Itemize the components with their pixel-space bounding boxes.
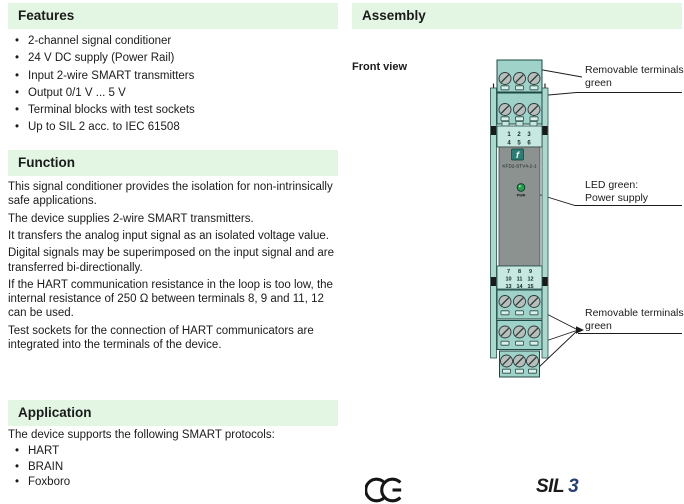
paragraph: It transfers the analog input signal as an isolated voltage value.	[8, 229, 329, 242]
brand-logo-icon	[512, 149, 524, 160]
callout-top-terminals	[585, 64, 684, 90]
callout-led	[585, 179, 684, 205]
callout-line: LED green:	[585, 179, 639, 191]
callout-bottom-terminals	[585, 307, 684, 333]
device-diagram	[352, 40, 684, 420]
list-item: • Terminal blocks with test sockets	[8, 102, 338, 119]
callout-line: Removable terminals	[585, 307, 684, 319]
terminal-block-bottom-3	[500, 351, 540, 377]
sil-level: 3	[568, 476, 579, 497]
terminal-block-top-1	[497, 60, 542, 92]
ce-mark-icon	[365, 476, 405, 504]
list-item: • 2-channel signal conditioner	[8, 33, 338, 50]
paragraph: If the HART communication resistance in the loop is too low, the internal resistance of 250 Ω between terminals 8, 9 and 11, 12 can be used.	[8, 278, 333, 320]
application-intro: The device supports the following SMART protocols:	[8, 429, 275, 441]
paragraph: Digital signals may be superimposed on the input signal and are transferred bi-directionally.	[8, 247, 335, 274]
svg-text:5: 5	[517, 140, 521, 147]
application-list	[8, 444, 338, 491]
svg-text:7: 7	[506, 269, 511, 275]
svg-text:8: 8	[517, 269, 522, 275]
svg-text:3: 3	[527, 132, 531, 138]
callout-line: Power supply	[585, 192, 649, 204]
section-header-function	[8, 150, 338, 176]
section-header-features	[8, 3, 338, 29]
list-item: • 24 V DC supply (Power Rail)	[8, 50, 338, 67]
list-item: • Output 0/1 V ... 5 V	[8, 85, 338, 102]
svg-text:13: 13	[505, 284, 512, 290]
paragraph: This signal conditioner provides the isolation for non-intrinsically safe applications.	[8, 181, 333, 208]
svg-text:9: 9	[528, 269, 533, 275]
list-item: • HART	[8, 444, 338, 460]
section-title: Features	[18, 8, 75, 23]
leader-arrowhead	[576, 326, 584, 334]
features-list	[8, 33, 338, 137]
terminal-number-panel-bottom	[491, 266, 548, 290]
terminal-block-bottom-1	[497, 290, 542, 319]
paragraph: The device supplies 2-wire SMART transmitters.	[8, 212, 254, 225]
svg-text:14: 14	[516, 284, 523, 290]
list-item: • Up to SIL 2 acc. to IEC 61508	[8, 119, 338, 136]
svg-text:4: 4	[507, 140, 511, 147]
sil-rating-badge	[536, 476, 578, 498]
callout-line: Removable terminals	[585, 64, 684, 76]
paragraph: Test sockets for the connection of HART communicators are integrated into the terminals of the device.	[8, 324, 314, 351]
function-text	[8, 180, 340, 355]
svg-text:10: 10	[505, 276, 512, 283]
svg-text:2: 2	[517, 132, 521, 138]
section-header-application	[8, 400, 338, 426]
section-header-assembly	[352, 3, 682, 29]
section-title: Function	[18, 155, 75, 170]
terminal-block-bottom-2	[497, 321, 542, 350]
section-title: Application	[18, 405, 92, 420]
svg-text:1: 1	[507, 132, 511, 138]
callout-line: green	[585, 320, 612, 332]
sil-prefix: SIL	[536, 476, 565, 497]
section-title: Assembly	[362, 8, 426, 23]
list-item: • Input 2-wire SMART transmitters	[8, 68, 338, 85]
svg-text:PWR: PWR	[516, 193, 526, 198]
svg-text:f: f	[516, 150, 519, 160]
callout-line: green	[585, 77, 612, 89]
device-model-label: KFD2-STV4-2-1	[502, 163, 537, 169]
front-view-label: Front view	[352, 61, 408, 73]
svg-text:12: 12	[527, 276, 534, 283]
list-item: • Foxboro	[8, 475, 338, 491]
svg-text:11: 11	[516, 276, 523, 283]
svg-text:6: 6	[527, 140, 531, 147]
terminal-block-top-2	[497, 93, 542, 124]
terminal-number-panel-top	[491, 122, 548, 148]
svg-text:15: 15	[527, 284, 534, 290]
list-item: • BRAIN	[8, 460, 338, 476]
